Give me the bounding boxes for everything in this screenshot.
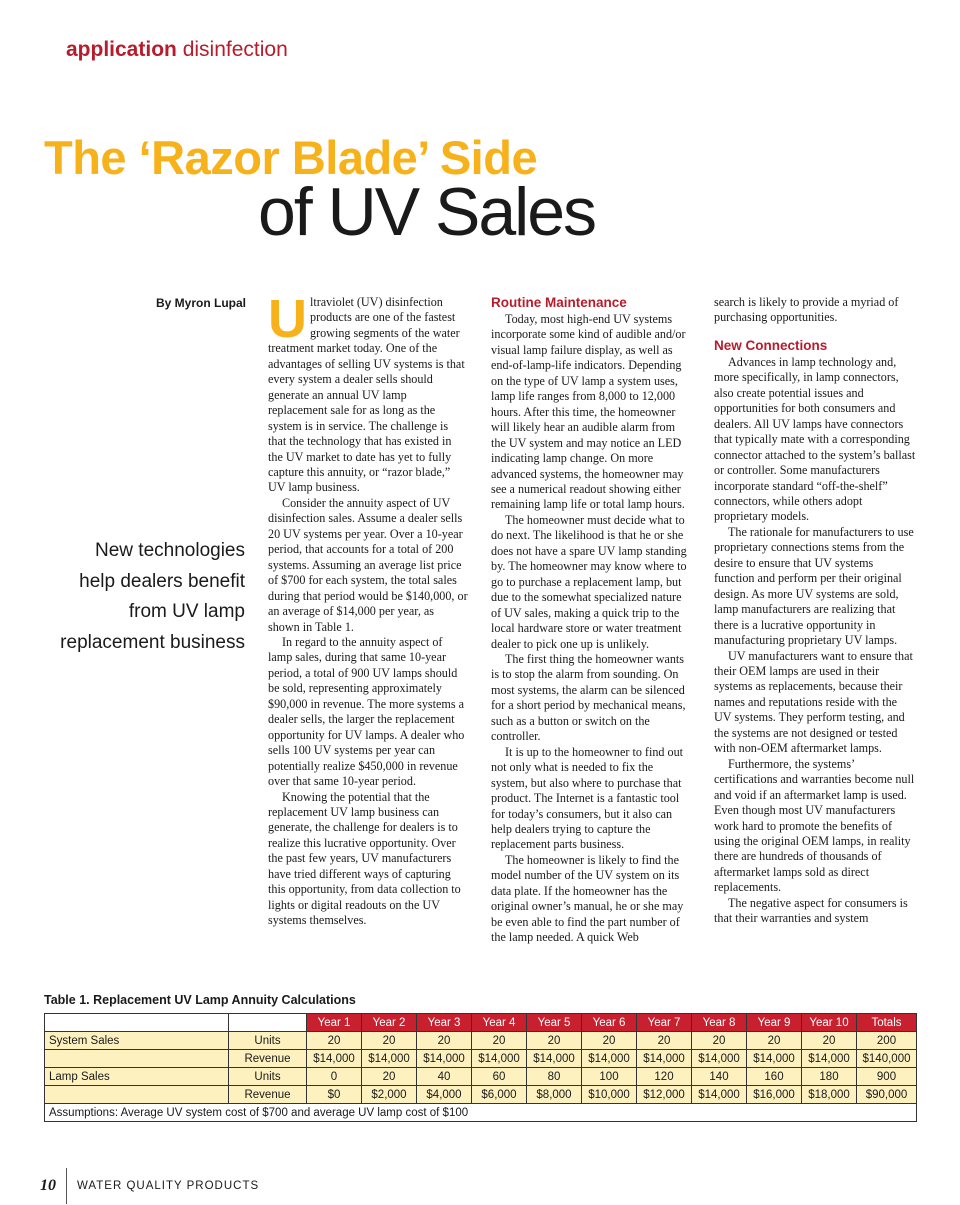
table-metric-label: Units — [229, 1068, 307, 1086]
body-paragraph: The first thing the homeowner wants is to stop the alarm from sounding. On most systems, the alarm can be silenced for a short period by mechanical means, such as a button or switch on the controller. — [491, 651, 686, 744]
table-cell: 0 — [307, 1068, 362, 1086]
table-cell: 20 — [692, 1032, 747, 1050]
table-cell: $2,000 — [362, 1086, 417, 1104]
section-tag-bold: application — [66, 38, 177, 61]
pull-quote-line: replacement business — [60, 631, 245, 653]
pull-quote-line: from UV lamp — [128, 601, 245, 622]
table-title: Table 1. Replacement UV Lamp Annuity Calculations — [44, 993, 356, 1007]
table-cell: 20 — [527, 1032, 582, 1050]
page-footer — [40, 1168, 259, 1204]
table-header-row — [45, 1014, 917, 1032]
body-paragraph: The rationale for manufacturers to use proprietary connections stems from the desire to ensure that UV systems function and perform per their original design. As more UV systems are sold, lamp manufacturers are realizing that there is a lucrative opportunity in manufacturing proprietary UV lamps. — [714, 524, 914, 648]
pull-quote-line: New technologies — [95, 540, 245, 561]
body-paragraph: UV manufacturers want to ensure that their OEM lamps are used in their systems as replacements, because their names and reputations reside with the UV systems. They perform testing, and the systems are not designed or tested with non-OEM aftermarket lamps. — [714, 648, 913, 756]
table-row-label: System Sales — [45, 1032, 229, 1050]
body-paragraph: Knowing the potential that the replacement UV lamp business can generate, the challenge for dealers is to realize this lucrative opportunity. Over the past few years, UV manufacturers have tried different ways of capturing this opportunity, from data collection to lights or digital readouts on the UV systems themselves. — [268, 789, 461, 928]
table-note: Assumptions: Average UV system cost of $700 and average UV lamp cost of $100 — [45, 1104, 917, 1122]
table-cell: $14,000 — [692, 1050, 747, 1068]
body-paragraph: Ultraviolet (UV) disinfection products are one of the fastest growing segments of the water treatment market today. One of the advantages of selling UV systems is that every system a dealer sells should generate an annual UV lamp replacement sale for as long as the system is in service. The challenge is that the technology that has existed in the UV market to date has yet to fully capture this annuity, or “razor blade,” UV lamp business. — [268, 289, 465, 495]
pull-quote — [40, 536, 245, 658]
table-row-label-empty — [45, 1086, 229, 1104]
table-row-system-units — [45, 1032, 917, 1050]
table-cell: $14,000 — [582, 1050, 637, 1068]
table-header-cell: Year 10 — [802, 1014, 857, 1032]
table-row-lamp-units — [45, 1068, 917, 1086]
table-cell: $14,000 — [417, 1050, 472, 1068]
title-line-2: of UV Sales — [258, 174, 596, 250]
table-cell: $14,000 — [307, 1050, 362, 1068]
title-line-1: The ‘Razor Blade’ Side — [44, 131, 538, 184]
body-paragraph: The homeowner must decide what to do next. The likelihood is that he or she does not have a spare UV lamp standing by. The homeowner may know where to go to purchase a replacement lamp, but due to the somewhat specialized nature of UV sales, making a quick trip to the local hardware store or water treatment dealer to pick one up is unlikely. — [491, 512, 687, 651]
table-cell: $12,000 — [637, 1086, 692, 1104]
table-cell: $10,000 — [582, 1086, 637, 1104]
table-cell: 200 — [857, 1032, 917, 1050]
table-header-cell: Year 5 — [527, 1014, 582, 1032]
table-cell: $0 — [307, 1086, 362, 1104]
body-paragraph: Today, most high-end UV systems incorporate some kind of audible and/or visual lamp failure display, as well as end-of-lamp-life indicators. Depending on the type of UV lamp a system uses, lamp life ranges from 8,000 to 12,000 hours. After this time, the homeowner will likely hear an audible alarm from the UV system and may notice an LED indicating lamp change. On more advanced systems, the homeowner may see a numerical readout showing either remaining lamp life or total lamp hours. — [491, 312, 686, 512]
table-metric-label: Revenue — [229, 1086, 307, 1104]
table-note-row — [45, 1104, 917, 1122]
article-column-3 — [714, 295, 916, 927]
table-header-cell: Year 6 — [582, 1014, 637, 1032]
table-metric-label: Revenue — [229, 1050, 307, 1068]
table-header-cell: Year 7 — [637, 1014, 692, 1032]
table-cell: $14,000 — [527, 1050, 582, 1068]
table-header-cell: Year 1 — [307, 1014, 362, 1032]
table-cell: $16,000 — [747, 1086, 802, 1104]
table-cell: 140 — [692, 1068, 747, 1086]
table-row-label-empty — [45, 1050, 229, 1068]
table-header-cell: Year 8 — [692, 1014, 747, 1032]
table-cell: 900 — [857, 1068, 917, 1086]
table-row-lamp-revenue — [45, 1086, 917, 1104]
section-tag-light: disinfection — [182, 38, 288, 61]
table-cell: $140,000 — [857, 1050, 917, 1068]
table-header-blank — [45, 1014, 229, 1032]
article-column-2 — [491, 295, 691, 946]
table-header-cell: Year 2 — [362, 1014, 417, 1032]
table-cell: 20 — [362, 1032, 417, 1050]
drop-cap: U — [268, 289, 307, 349]
table-cell: 100 — [582, 1068, 637, 1086]
table-cell: $90,000 — [857, 1086, 917, 1104]
table-header-cell: Totals — [857, 1014, 917, 1032]
table-cell: $8,000 — [527, 1086, 582, 1104]
table-cell: $14,000 — [472, 1050, 527, 1068]
table-cell: 20 — [362, 1068, 417, 1086]
table-cell: $14,000 — [362, 1050, 417, 1068]
table-cell: $6,000 — [472, 1086, 527, 1104]
section-tag — [66, 38, 288, 62]
body-paragraph: Advances in lamp technology and, more specifically, in lamp connectors, also create potential issues and opportunities for both consumers and dealers. All UV lamps have connectors that typically mate with a corresponding connector attached to the system’s ballast or controller. Some manufacturers incorporate standard “off-the-shelf” connectors, while others adopt proprietary models. — [714, 354, 916, 524]
table-header-cell: Year 4 — [472, 1014, 527, 1032]
table-cell: 20 — [417, 1032, 472, 1050]
subheading-routine-maintenance: Routine Maintenance — [491, 295, 627, 310]
table-cell: 180 — [802, 1068, 857, 1086]
table-cell: $18,000 — [802, 1086, 857, 1104]
table-cell: 20 — [472, 1032, 527, 1050]
table-header-cell: Year 3 — [417, 1014, 472, 1032]
table-header-blank — [229, 1014, 307, 1032]
subheading-new-connections: New Connections — [714, 337, 828, 353]
table-cell: 20 — [307, 1032, 362, 1050]
article-column-1 — [268, 289, 468, 929]
table-cell: 20 — [582, 1032, 637, 1050]
byline: By Myron Lupal — [155, 296, 246, 310]
table-row-label: Lamp Sales — [45, 1068, 229, 1086]
annuity-table — [44, 1013, 917, 1122]
page-number: 10 — [40, 1177, 56, 1194]
table-header-cell: Year 9 — [747, 1014, 802, 1032]
table-row-system-revenue — [45, 1050, 917, 1068]
table-cell: 60 — [472, 1068, 527, 1086]
body-paragraph: Furthermore, the systems’ certifications and warranties become null and void if an aftermarket lamp is used. Even though most UV manufacturers work hard to promote the benefits of using the original OEM lamps, in reality there are hundreds of thousands of aftermarket lamps sold as direct replacements. — [714, 756, 915, 895]
table-metric-label: Units — [229, 1032, 307, 1050]
table-cell: $14,000 — [692, 1086, 747, 1104]
table-cell: 160 — [747, 1068, 802, 1086]
pull-quote-line: help dealers benefit — [79, 570, 245, 592]
body-paragraph: In regard to the annuity aspect of lamp sales, during that same 10-year period, a total of 900 UV lamps should be sold, representing approximately $90,000 in revenue. The more systems a dealer sells, the larger the replacement opportunity for UV lamps. A dealer who sells 100 UV systems per year can potentially realize $450,000 in revenue over that same 10-year period. — [268, 634, 465, 789]
table-cell: 120 — [637, 1068, 692, 1086]
body-paragraph: The negative aspect for consumers is that their warranties and system — [714, 895, 908, 926]
table-cell: $14,000 — [747, 1050, 802, 1068]
table-cell: 80 — [527, 1068, 582, 1086]
table-cell: 20 — [637, 1032, 692, 1050]
body-paragraph: The homeowner is likely to find the model number of the UV system on its data plate. If the homeowner has the original owner’s manual, he or she may be even able to find the part number of the lamp needed. A quick Web — [491, 852, 684, 945]
table-cell: 40 — [417, 1068, 472, 1086]
table-cell: 20 — [747, 1032, 802, 1050]
publication-name: WATER QUALITY PRODUCTS — [77, 1180, 260, 1192]
table-cell: $14,000 — [802, 1050, 857, 1068]
table-cell: $14,000 — [637, 1050, 692, 1068]
table-cell: $4,000 — [417, 1086, 472, 1104]
body-paragraph: It is up to the homeowner to find out not only what is needed to fix the system, but also where to purchase that product. The Internet is a fantastic tool for today’s consumers, but it also can help dealers trying to capture the replacement parts business. — [491, 744, 684, 852]
body-paragraph: Consider the annuity aspect of UV disinfection sales. Assume a dealer sells 20 UV systems per year. Over a 10-year period, that accounts for a total of 200 systems. Assuming an average list price of $700 for each system, the total sales during that period would be $140,000, or an average of $14,000 per year, as shown in Table 1. — [268, 495, 468, 634]
table-cell: 20 — [802, 1032, 857, 1050]
body-paragraph: search is likely to provide a myriad of purchasing opportunities. — [714, 295, 899, 325]
